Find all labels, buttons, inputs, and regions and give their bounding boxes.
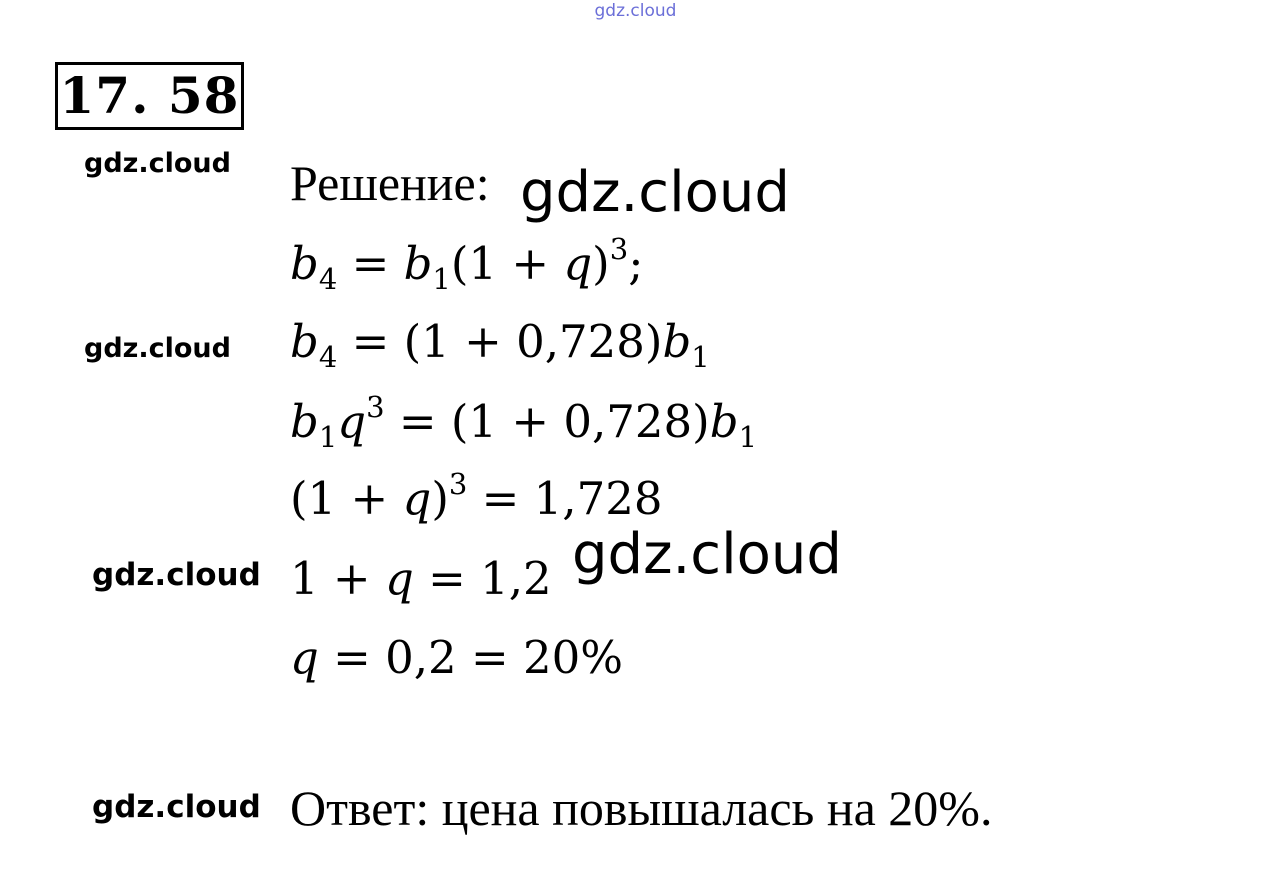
watermark-big-1: gdz.cloud (520, 160, 790, 225)
equation-1: $b_4 = b_1(1 + q)^3$; (290, 232, 644, 296)
watermark-left-1: gdz.cloud (84, 148, 231, 179)
watermark-left-2: gdz.cloud (84, 333, 231, 364)
solution-label: Решение: (290, 155, 490, 211)
watermark-top: gdz.cloud (594, 1, 677, 21)
watermark-left-4: gdz.cloud (92, 789, 261, 825)
equation-4: $(1 + q)^3 = 1,728$ (290, 467, 663, 525)
watermark-big-2: gdz.cloud (572, 522, 842, 587)
equation-6: q = 0,2 = 20% (290, 631, 624, 684)
problem-number-badge: 17. 58 (55, 62, 244, 130)
watermark-left-3: gdz.cloud (92, 557, 261, 593)
equation-2: $b_4 = (1 + 0,728)b_1$ (290, 315, 710, 374)
answer-text: Ответ: цена повышалась на 20%. (290, 780, 993, 836)
equation-3: $b_1q^3 = (1 + 0,728)b_1$ (290, 390, 758, 454)
equation-5: 1 + q = 1,2 (290, 552, 552, 605)
